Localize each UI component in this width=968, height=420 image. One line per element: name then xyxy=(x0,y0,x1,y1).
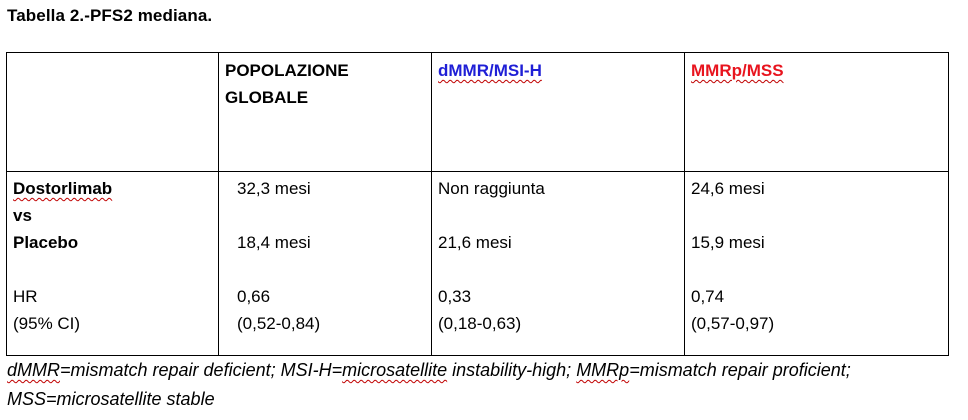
label-placebo: Placebo xyxy=(13,233,79,252)
header-cell-mmrp xyxy=(685,53,949,172)
label-hr: HR xyxy=(13,287,38,306)
mmrp-placebo-value: 15,9 mesi xyxy=(691,233,765,252)
global-hr-value: 0,66 xyxy=(237,287,271,306)
abbreviations-footnote xyxy=(7,356,937,414)
label-vs: vs xyxy=(13,206,32,225)
data-row xyxy=(7,172,949,356)
header-row xyxy=(7,53,949,172)
header-cell-dmmr xyxy=(432,53,685,172)
footnote-text-3: =mismatch repair proficient; MSS=microsatellite stable xyxy=(7,360,851,409)
global-drug-value: 32,3 mesi xyxy=(237,179,311,198)
dmmr-ci-value: (0,18-0,63) xyxy=(438,314,522,333)
label-drug: Dostorlimab xyxy=(13,179,113,198)
dmmr-drug-value: Non raggiunta xyxy=(438,179,545,198)
pfs2-table xyxy=(6,52,949,356)
header-label-empty xyxy=(7,53,218,57)
header-global-line1: POPOLAZIONE xyxy=(225,61,349,80)
footnote-text-2: instability-high; xyxy=(447,360,577,380)
header-dmmr-label: dMMR/MSI-H xyxy=(438,61,542,80)
mmrp-drug-value: 24,6 mesi xyxy=(691,179,765,198)
header-cell-global xyxy=(219,53,432,172)
footnote-microsatellite: microsatellite xyxy=(342,360,448,380)
header-cell-empty xyxy=(7,53,219,172)
global-ci-value: (0,52-0,84) xyxy=(237,314,321,333)
row-label-cell xyxy=(7,172,219,356)
dmmr-hr-value: 0,33 xyxy=(438,287,472,306)
mmrp-cell xyxy=(685,172,949,356)
header-mmrp-label: MMRp/MSS xyxy=(691,61,784,80)
footnote-text-1: =mismatch repair deficient; MSI-H= xyxy=(60,360,343,380)
footnote-mmrp: MMRp xyxy=(576,360,630,380)
mmrp-ci-value: (0,57-0,97) xyxy=(691,314,775,333)
global-cell xyxy=(219,172,432,356)
footnote-dmmr: dMMR xyxy=(7,360,60,380)
mmrp-hr-value: 0,74 xyxy=(691,287,725,306)
header-global-line2: GLOBALE xyxy=(225,88,309,107)
dmmr-cell xyxy=(432,172,685,356)
label-ci: (95% CI) xyxy=(13,314,81,333)
global-placebo-value: 18,4 mesi xyxy=(237,233,311,252)
table-title: Tabella 2.-PFS2 mediana. xyxy=(7,6,213,25)
dmmr-placebo-value: 21,6 mesi xyxy=(438,233,512,252)
